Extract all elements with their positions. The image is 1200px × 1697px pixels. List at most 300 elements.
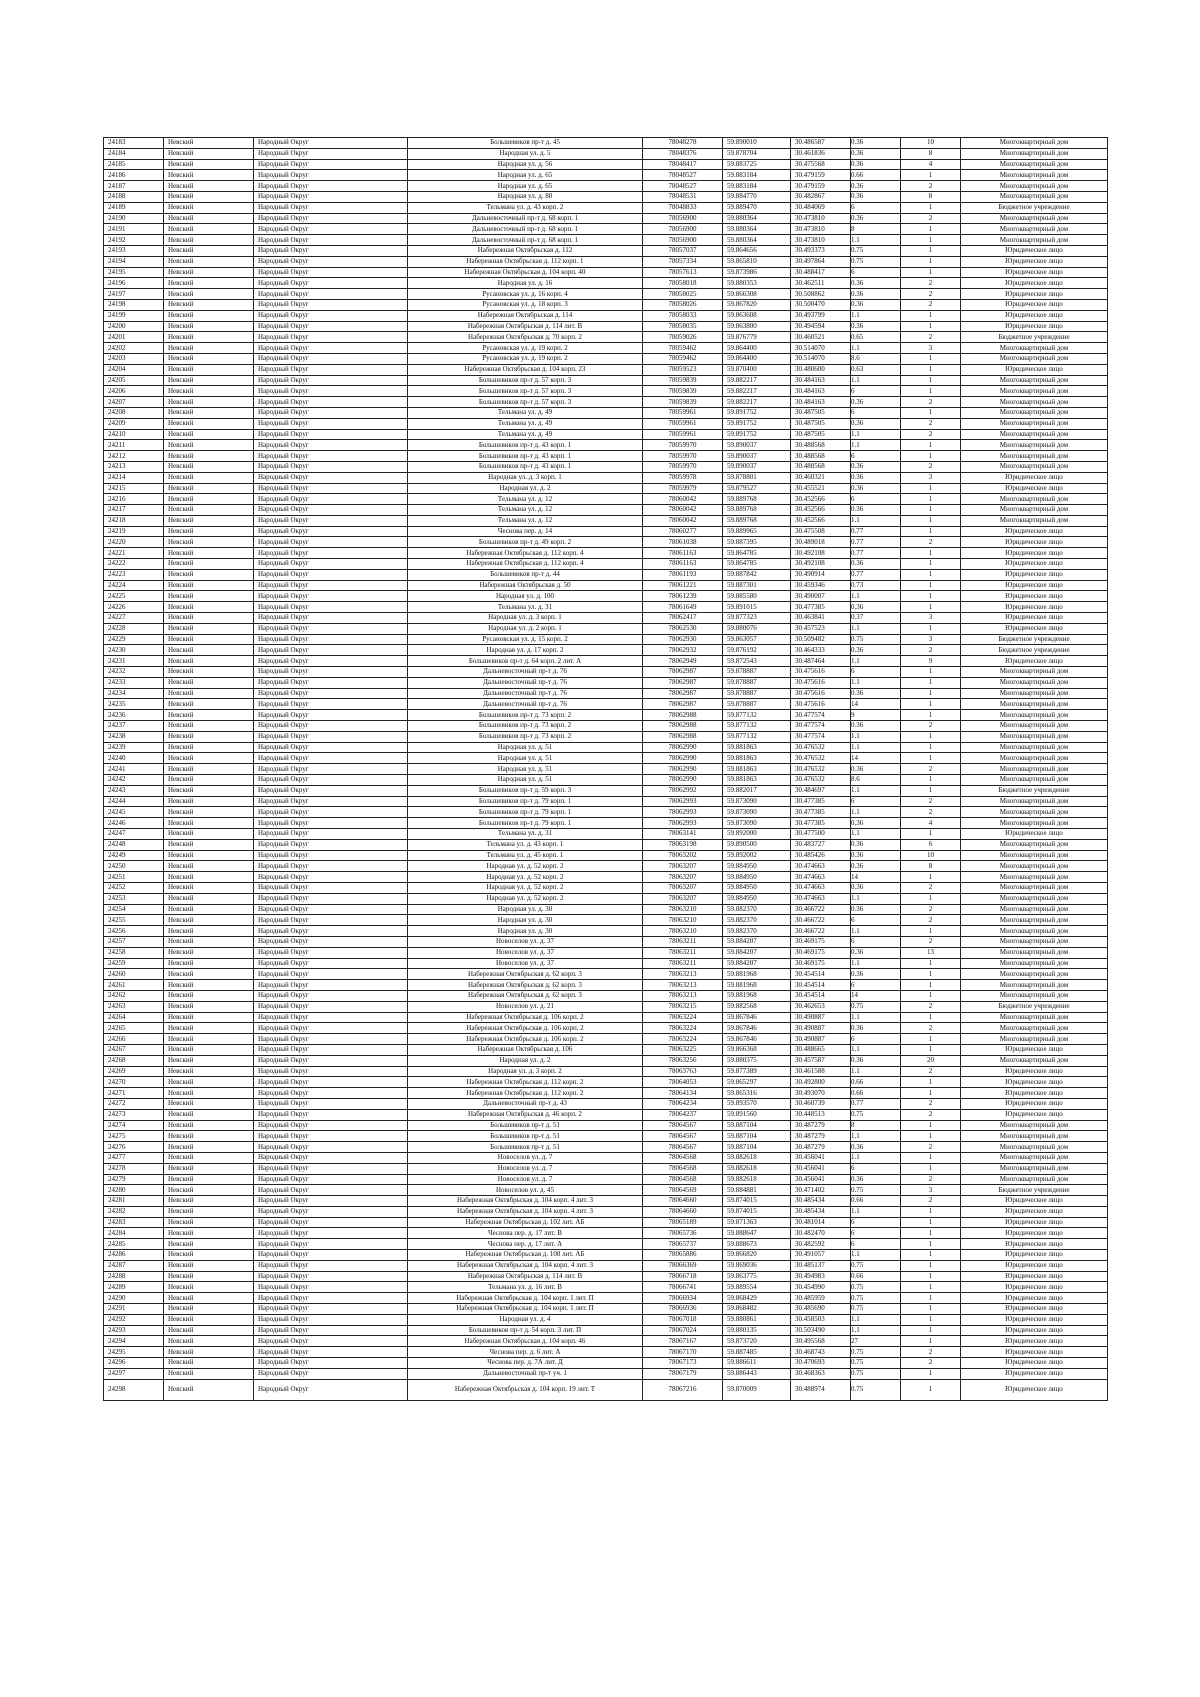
district-cell: Невский [164, 591, 254, 602]
object-id-cell: 78063215 [643, 1001, 723, 1012]
district-cell: Невский [164, 1347, 254, 1358]
latitude-cell: 59.882370 [723, 904, 791, 915]
longitude-cell: 30.474663 [791, 882, 851, 893]
latitude-cell: 59.887104 [723, 1131, 791, 1142]
object-id-cell: 78059462 [643, 343, 723, 354]
address-cell: Народная ул. д. 3 корп. 1 [408, 613, 643, 624]
district-cell: Невский [164, 1023, 254, 1034]
longitude-cell: 30.490007 [791, 591, 851, 602]
longitude-cell: 30.476532 [791, 753, 851, 764]
address-cell: Тельмана ул. д. 49 [408, 407, 643, 418]
table-row [104, 872, 1108, 883]
latitude-cell: 59.864400 [723, 353, 791, 364]
type-cell: Многоквартирный дом [961, 807, 1108, 818]
object-id-cell: 78064568 [643, 1163, 723, 1174]
table-row [104, 839, 1108, 850]
longitude-cell: 30.485434 [791, 1206, 851, 1217]
longitude-cell: 30.487505 [791, 429, 851, 440]
longitude-cell: 30.495568 [791, 1336, 851, 1347]
address-cell: Большевиков пр-т д. 43 корп. 1 [408, 451, 643, 462]
latitude-cell: 59.882618 [723, 1152, 791, 1163]
row-id-cell: 24204 [104, 364, 164, 375]
district-cell: Невский [164, 1358, 254, 1369]
row-id-cell: 24207 [104, 397, 164, 408]
latitude-cell: 59.888673 [723, 1239, 791, 1250]
count-cell: 1 [901, 1314, 961, 1325]
municipality-cell: Народный Округ [254, 202, 408, 213]
latitude-cell: 59.865297 [723, 1077, 791, 1088]
longitude-cell: 30.457587 [791, 1055, 851, 1066]
district-cell: Невский [164, 461, 254, 472]
district-cell: Невский [164, 1228, 254, 1239]
district-cell: Невский [164, 494, 254, 505]
type-cell: Многоквартирный дом [961, 386, 1108, 397]
row-id-cell: 24212 [104, 451, 164, 462]
district-cell: Невский [164, 364, 254, 375]
volume-cell: 1.1 [851, 1206, 901, 1217]
latitude-cell: 59.882618 [723, 1174, 791, 1185]
row-id-cell: 24254 [104, 904, 164, 915]
municipality-cell: Народный Округ [254, 353, 408, 364]
volume-cell: 0.66 [851, 1077, 901, 1088]
row-id-cell: 24223 [104, 569, 164, 580]
latitude-cell: 59.886611 [723, 1358, 791, 1369]
volume-cell: 0.36 [851, 602, 901, 613]
latitude-cell: 59.865316 [723, 1088, 791, 1099]
row-id-cell: 24192 [104, 235, 164, 246]
type-cell: Юридическое лицо [961, 1066, 1108, 1077]
table-row [104, 256, 1108, 267]
municipality-cell: Народный Округ [254, 1001, 408, 1012]
latitude-cell: 59.884950 [723, 872, 791, 883]
municipality-cell: Народный Округ [254, 926, 408, 937]
address-cell: Набережная Октябрьская д. 104 корп. 4 лит. 3 [408, 1260, 643, 1271]
row-id-cell: 24191 [104, 224, 164, 235]
object-id-cell: 78067179 [643, 1368, 723, 1379]
count-cell: 8 [901, 148, 961, 159]
longitude-cell: 30.490914 [791, 569, 851, 580]
row-id-cell: 24278 [104, 1163, 164, 1174]
municipality-cell: Народный Округ [254, 882, 408, 893]
address-cell: Тельмана ул. д. 12 [408, 494, 643, 505]
object-id-cell: 78058026 [643, 299, 723, 310]
row-id-cell: 24260 [104, 969, 164, 980]
latitude-cell: 59.891560 [723, 1109, 791, 1120]
latitude-cell: 59.887104 [723, 1142, 791, 1153]
address-cell: Народная ул. д. 100 [408, 591, 643, 602]
longitude-cell: 30.477574 [791, 710, 851, 721]
type-cell: Многоквартирный дом [961, 731, 1108, 742]
address-cell: Русановская ул. д. 19 корп. 2 [408, 343, 643, 354]
latitude-cell: 59.884950 [723, 882, 791, 893]
district-cell: Невский [164, 1250, 254, 1261]
row-id-cell: 24296 [104, 1358, 164, 1369]
volume-cell: 0.36 [851, 472, 901, 483]
count-cell: 1 [901, 753, 961, 764]
address-cell: Большевиков пр-т д. 45 [408, 138, 643, 149]
row-id-cell: 24288 [104, 1271, 164, 1282]
type-cell: Многоквартирный дом [961, 893, 1108, 904]
volume-cell: 0.36 [851, 181, 901, 192]
type-cell: Многоквартирный дом [961, 148, 1108, 159]
latitude-cell: 59.889768 [723, 515, 791, 526]
object-id-cell: 78061239 [643, 591, 723, 602]
latitude-cell: 59.887104 [723, 1120, 791, 1131]
latitude-cell: 59.872543 [723, 656, 791, 667]
object-id-cell: 78048527 [643, 170, 723, 181]
row-id-cell: 24251 [104, 872, 164, 883]
object-id-cell: 78063207 [643, 882, 723, 893]
municipality-cell: Народный Округ [254, 829, 408, 840]
type-cell: Юридическое лицо [961, 1088, 1108, 1099]
latitude-cell: 59.883725 [723, 159, 791, 170]
row-id-cell: 24206 [104, 386, 164, 397]
table-row [104, 796, 1108, 807]
type-cell: Юридическое лицо [961, 299, 1108, 310]
latitude-cell: 59.874015 [723, 1196, 791, 1207]
district-cell: Невский [164, 407, 254, 418]
district-cell: Невский [164, 796, 254, 807]
district-cell: Невский [164, 980, 254, 991]
address-cell: Набережная Октябрьская д. 102 лит. АБ [408, 1217, 643, 1228]
volume-cell: 6 [851, 1217, 901, 1228]
district-cell: Невский [164, 602, 254, 613]
type-cell: Многоквартирный дом [961, 990, 1108, 1001]
row-id-cell: 24258 [104, 947, 164, 958]
row-id-cell: 24237 [104, 721, 164, 732]
address-cell: Набережная Октябрьская д. 112 [408, 245, 643, 256]
object-id-cell: 78067170 [643, 1347, 723, 1358]
type-cell: Юридическое лицо [961, 1077, 1108, 1088]
district-cell: Невский [164, 656, 254, 667]
object-id-cell: 78056900 [643, 224, 723, 235]
type-cell: Юридическое лицо [961, 1358, 1108, 1369]
table-row [104, 1055, 1108, 1066]
longitude-cell: 30.487279 [791, 1131, 851, 1142]
table-row [104, 364, 1108, 375]
type-cell: Многоквартирный дом [961, 224, 1108, 235]
address-cell: Народная ул. д. 2 [408, 1055, 643, 1066]
count-cell: 1 [901, 1131, 961, 1142]
object-id-cell: 78064567 [643, 1120, 723, 1131]
row-id-cell: 24189 [104, 202, 164, 213]
district-cell: Невский [164, 148, 254, 159]
object-id-cell: 78067173 [643, 1358, 723, 1369]
longitude-cell: 30.482592 [791, 1239, 851, 1250]
latitude-cell: 59.884881 [723, 1185, 791, 1196]
municipality-cell: Народный Округ [254, 429, 408, 440]
municipality-cell: Народный Округ [254, 1055, 408, 1066]
municipality-cell: Народный Округ [254, 299, 408, 310]
count-cell: 1 [901, 667, 961, 678]
latitude-cell: 59.892002 [723, 850, 791, 861]
address-cell: Тельмана ул. д. 45 корп. 1 [408, 850, 643, 861]
row-id-cell: 24214 [104, 472, 164, 483]
municipality-cell: Народный Округ [254, 1239, 408, 1250]
volume-cell: 0.77 [851, 1098, 901, 1109]
table-row [104, 537, 1108, 548]
volume-cell: 0.36 [851, 559, 901, 570]
volume-cell: 6 [851, 386, 901, 397]
type-cell: Многоквартирный дом [961, 796, 1108, 807]
type-cell: Юридическое лицо [961, 1282, 1108, 1293]
count-cell: 1 [901, 235, 961, 246]
object-id-cell: 78064568 [643, 1174, 723, 1185]
count-cell: 1 [901, 245, 961, 256]
volume-cell: 8 [851, 1120, 901, 1131]
municipality-cell: Народный Округ [254, 602, 408, 613]
table-row [104, 742, 1108, 753]
table-row [104, 969, 1108, 980]
district-cell: Невский [164, 1217, 254, 1228]
municipality-cell: Народный Округ [254, 656, 408, 667]
count-cell: 4 [901, 818, 961, 829]
municipality-cell: Народный Округ [254, 731, 408, 742]
object-id-cell: 78056900 [643, 213, 723, 224]
type-cell: Многоквартирный дом [961, 947, 1108, 958]
municipality-cell: Народный Округ [254, 386, 408, 397]
longitude-cell: 30.488568 [791, 451, 851, 462]
row-id-cell: 24188 [104, 191, 164, 202]
address-cell: Тельмана ул. д. 49 [408, 429, 643, 440]
volume-cell: 1.1 [851, 343, 901, 354]
table-row [104, 1217, 1108, 1228]
district-cell: Невский [164, 353, 254, 364]
type-cell: Многоквартирный дом [961, 677, 1108, 688]
object-id-cell: 78064237 [643, 1109, 723, 1120]
municipality-cell: Народный Округ [254, 148, 408, 159]
object-id-cell: 78061193 [643, 569, 723, 580]
row-id-cell: 24252 [104, 882, 164, 893]
count-cell: 1 [901, 375, 961, 386]
district-cell: Невский [164, 1314, 254, 1325]
table-row [104, 602, 1108, 613]
volume-cell: 6 [851, 667, 901, 678]
row-id-cell: 24235 [104, 699, 164, 710]
table-row [104, 807, 1108, 818]
district-cell: Невский [164, 872, 254, 883]
latitude-cell: 59.889768 [723, 505, 791, 516]
count-cell: 1 [901, 710, 961, 721]
table-body [104, 138, 1108, 1401]
address-cell: Новоселов ул. д. 7 [408, 1152, 643, 1163]
district-cell: Невский [164, 170, 254, 181]
address-cell: Набережная Октябрьская д. 112 корп. 4 [408, 559, 643, 570]
municipality-cell: Народный Округ [254, 1044, 408, 1055]
district-cell: Невский [164, 1260, 254, 1271]
address-cell: Народная ул. д. 3 корп. 1 [408, 472, 643, 483]
row-id-cell: 24284 [104, 1228, 164, 1239]
object-id-cell: 78064234 [643, 1098, 723, 1109]
volume-cell: 0.36 [851, 191, 901, 202]
count-cell: 2 [901, 1098, 961, 1109]
municipality-cell: Народный Округ [254, 1325, 408, 1336]
municipality-cell: Народный Округ [254, 677, 408, 688]
address-cell: Набережная Октябрьская д. 106 [408, 1044, 643, 1055]
table-row [104, 785, 1108, 796]
volume-cell: 0.36 [851, 645, 901, 656]
district-cell: Невский [164, 969, 254, 980]
latitude-cell: 59.881863 [723, 742, 791, 753]
address-cell: Набережная Октябрьская д. 62 корп. 3 [408, 969, 643, 980]
address-cell: Русановская ул. д. 16 корп. 4 [408, 289, 643, 300]
object-id-cell: 78059979 [643, 483, 723, 494]
table-row [104, 483, 1108, 494]
object-id-cell: 78063207 [643, 872, 723, 883]
type-cell: Юридическое лицо [961, 526, 1108, 537]
volume-cell: 0.36 [851, 904, 901, 915]
object-id-cell: 78059970 [643, 461, 723, 472]
latitude-cell: 59.877132 [723, 710, 791, 721]
longitude-cell: 30.468363 [791, 1368, 851, 1379]
address-cell: Набережная Октябрьская д. 104 корп. 1 лит. П [408, 1293, 643, 1304]
municipality-cell: Народный Округ [254, 289, 408, 300]
type-cell: Бюджетное учреждение [961, 645, 1108, 656]
district-cell: Невский [164, 1325, 254, 1336]
row-id-cell: 24290 [104, 1293, 164, 1304]
address-cell: Дальневосточный пр-т д. 68 корп. 1 [408, 235, 643, 246]
object-id-cell: 78048376 [643, 148, 723, 159]
count-cell: 1 [901, 494, 961, 505]
longitude-cell: 30.469175 [791, 947, 851, 958]
object-id-cell: 78059839 [643, 375, 723, 386]
table-row [104, 580, 1108, 591]
count-cell: 10 [901, 850, 961, 861]
municipality-cell: Народный Округ [254, 969, 408, 980]
count-cell: 2 [901, 1196, 961, 1207]
row-id-cell: 24253 [104, 893, 164, 904]
type-cell: Юридическое лицо [961, 256, 1108, 267]
type-cell: Многоквартирный дом [961, 418, 1108, 429]
latitude-cell: 59.873090 [723, 796, 791, 807]
longitude-cell: 30.452566 [791, 515, 851, 526]
row-id-cell: 24229 [104, 634, 164, 645]
type-cell: Юридическое лицо [961, 321, 1108, 332]
table-row [104, 1152, 1108, 1163]
object-id-cell: 78063210 [643, 904, 723, 915]
latitude-cell: 59.891015 [723, 602, 791, 613]
volume-cell: 6 [851, 267, 901, 278]
latitude-cell: 59.884207 [723, 958, 791, 969]
address-cell: Чеснова пер. д. 17 лит. В [408, 1228, 643, 1239]
municipality-cell: Народный Округ [254, 904, 408, 915]
table-row [104, 623, 1108, 634]
object-id-cell: 78059970 [643, 451, 723, 462]
object-id-cell: 78062987 [643, 699, 723, 710]
object-id-cell: 78067024 [643, 1325, 723, 1336]
volume-cell: 1.1 [851, 958, 901, 969]
district-cell: Невский [164, 224, 254, 235]
table-row [104, 515, 1108, 526]
district-cell: Невский [164, 1174, 254, 1185]
volume-cell: 8 [851, 224, 901, 235]
municipality-cell: Народный Округ [254, 753, 408, 764]
district-cell: Невский [164, 1098, 254, 1109]
table-row [104, 1012, 1108, 1023]
longitude-cell: 30.454514 [791, 990, 851, 1001]
row-id-cell: 24256 [104, 926, 164, 937]
count-cell: 20 [901, 1055, 961, 1066]
longitude-cell: 30.514070 [791, 353, 851, 364]
row-id-cell: 24199 [104, 310, 164, 321]
longitude-cell: 30.456041 [791, 1152, 851, 1163]
object-id-cell: 78061163 [643, 559, 723, 570]
count-cell: 2 [901, 1174, 961, 1185]
municipality-cell: Народный Округ [254, 321, 408, 332]
type-cell: Многоквартирный дом [961, 742, 1108, 753]
type-cell: Многоквартирный дом [961, 850, 1108, 861]
municipality-cell: Народный Округ [254, 1152, 408, 1163]
volume-cell: 0.36 [851, 483, 901, 494]
volume-cell: 1.1 [851, 1250, 901, 1261]
municipality-cell: Народный Округ [254, 742, 408, 753]
type-cell: Юридическое лицо [961, 1239, 1108, 1250]
longitude-cell: 30.474663 [791, 893, 851, 904]
volume-cell: 0.36 [851, 1142, 901, 1153]
municipality-cell: Народный Округ [254, 947, 408, 958]
latitude-cell: 59.867846 [723, 1034, 791, 1045]
latitude-cell: 59.881863 [723, 775, 791, 786]
longitude-cell: 30.461588 [791, 1066, 851, 1077]
table-row [104, 688, 1108, 699]
longitude-cell: 30.476532 [791, 775, 851, 786]
count-cell: 2 [901, 278, 961, 289]
type-cell: Юридическое лицо [961, 1336, 1108, 1347]
table-row [104, 667, 1108, 678]
volume-cell: 0.36 [851, 289, 901, 300]
address-cell: Дальневосточный пр-т д. 76 [408, 667, 643, 678]
longitude-cell: 30.485690 [791, 1304, 851, 1315]
row-id-cell: 24186 [104, 170, 164, 181]
district-cell: Невский [164, 397, 254, 408]
address-cell: Набережная Октябрьская д. 114 лит. В [408, 321, 643, 332]
count-cell: 1 [901, 1304, 961, 1315]
municipality-cell: Народный Округ [254, 839, 408, 850]
row-id-cell: 24225 [104, 591, 164, 602]
longitude-cell: 30.457523 [791, 623, 851, 634]
object-id-cell: 78059970 [643, 440, 723, 451]
district-cell: Невский [164, 267, 254, 278]
count-cell: 9 [901, 656, 961, 667]
count-cell: 1 [901, 1217, 961, 1228]
district-cell: Невский [164, 1206, 254, 1217]
latitude-cell: 59.866308 [723, 289, 791, 300]
district-cell: Невский [164, 537, 254, 548]
district-cell: Невский [164, 483, 254, 494]
table-row [104, 1109, 1108, 1120]
type-cell: Юридическое лицо [961, 569, 1108, 580]
volume-cell: 6 [851, 915, 901, 926]
municipality-cell: Народный Округ [254, 461, 408, 472]
table-row [104, 850, 1108, 861]
table-row [104, 159, 1108, 170]
object-id-cell: 78048527 [643, 181, 723, 192]
latitude-cell: 59.870009 [723, 1379, 791, 1400]
count-cell: 1 [901, 699, 961, 710]
type-cell: Многоквартирный дом [961, 710, 1108, 721]
object-id-cell: 78059839 [643, 397, 723, 408]
object-id-cell: 78059961 [643, 418, 723, 429]
count-cell: 1 [901, 580, 961, 591]
object-id-cell: 78063256 [643, 1055, 723, 1066]
municipality-cell: Народный Округ [254, 1088, 408, 1099]
row-id-cell: 24255 [104, 915, 164, 926]
municipality-cell: Народный Округ [254, 1012, 408, 1023]
volume-cell: 1.1 [851, 785, 901, 796]
latitude-cell: 59.873090 [723, 807, 791, 818]
longitude-cell: 30.456041 [791, 1174, 851, 1185]
district-cell: Невский [164, 515, 254, 526]
